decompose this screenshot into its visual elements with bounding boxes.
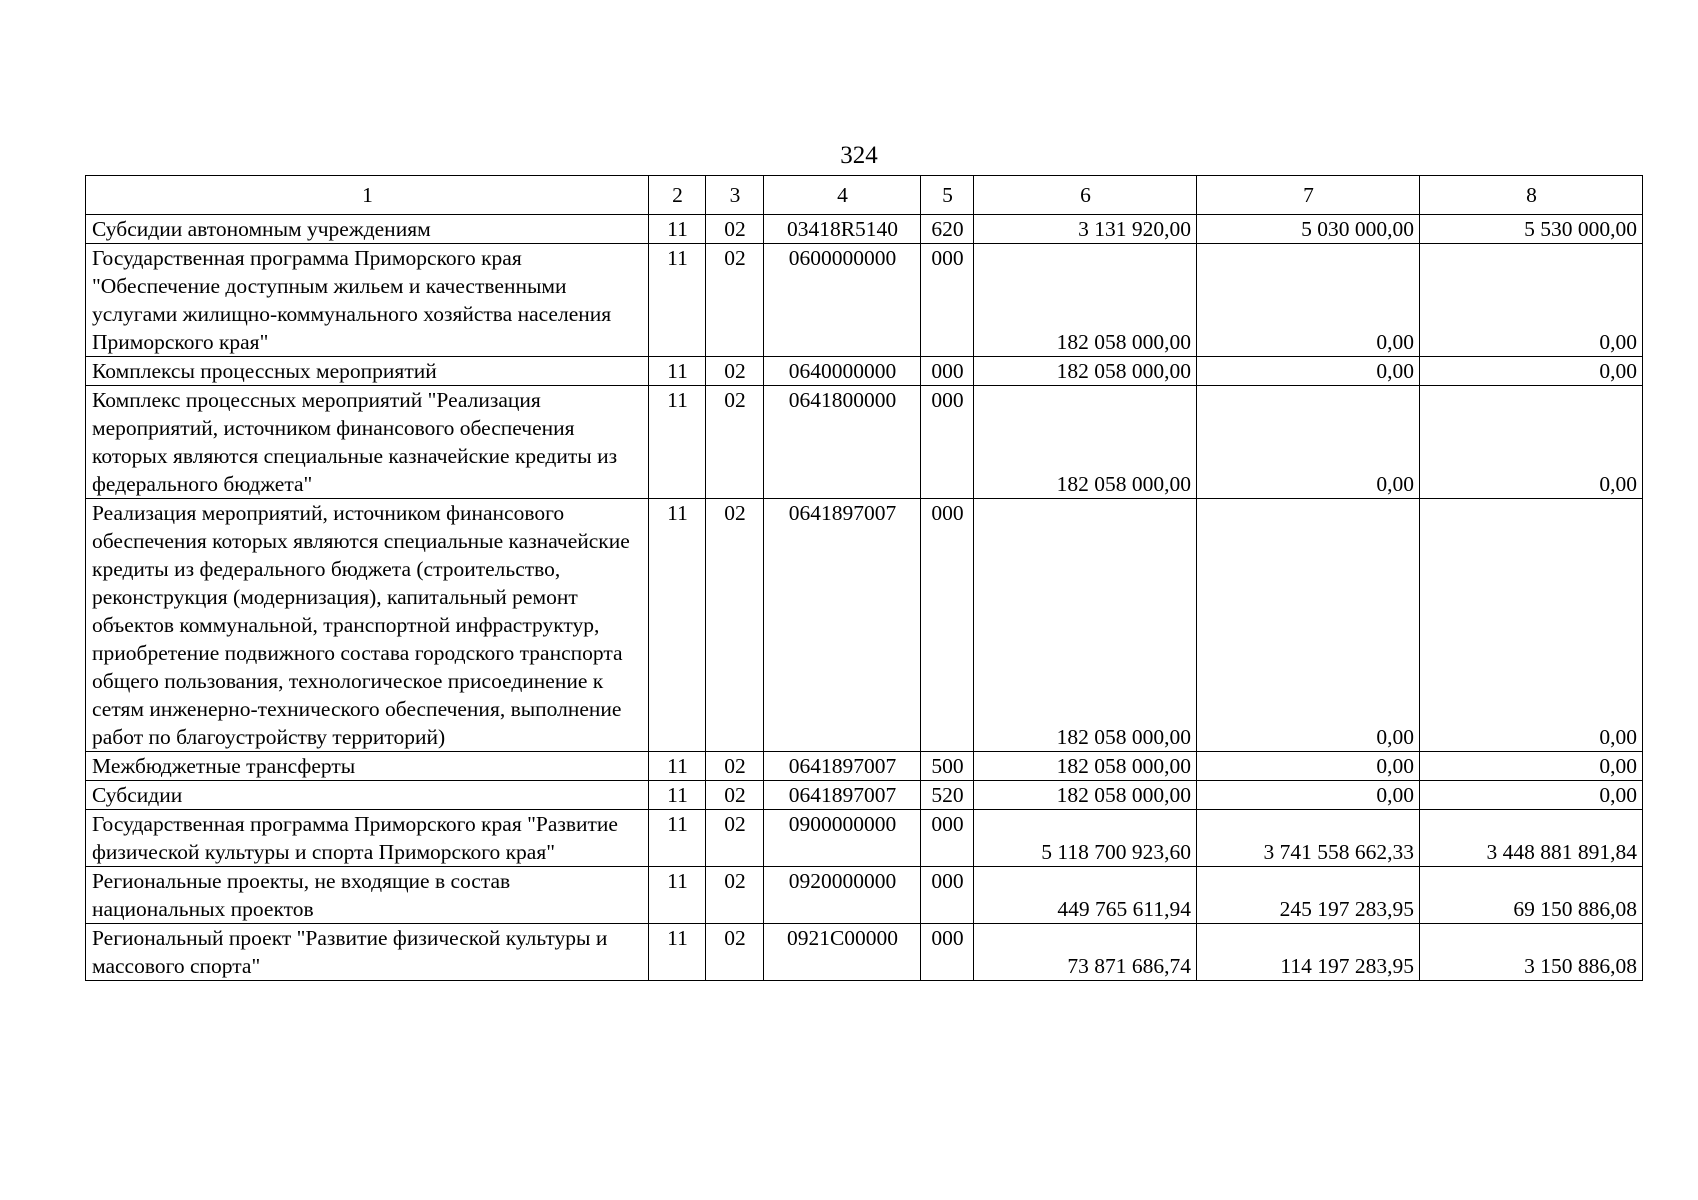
amount-col7: 245 197 283,95 (1197, 867, 1420, 924)
amount-col8: 69 150 886,08 (1420, 867, 1643, 924)
row-name: Государственная программа Приморского края "Обеспечение доступным жильем и качественными услугами жилищно-коммунального хозяйства населения Приморского края" (86, 244, 649, 357)
row-name: Реализация мероприятий, источником финансового обеспечения которых являются специальные казначейские кредиты из федерального бюджета (строительство, реконструкция (модернизация), капитальный ремонт объектов коммунальной, транспортной инфраструктур, приобретение подвижного состава городского транспорта общего пользования, технологическое присоединение к сетям инженерно-технического обеспечения, выполнение работ по благоустройству территорий) (86, 499, 649, 752)
expense-type-code: 000 (921, 867, 974, 924)
subsection-code: 02 (706, 244, 764, 357)
amount-col7: 3 741 558 662,33 (1197, 810, 1420, 867)
header-cell: 4 (764, 176, 921, 215)
expense-type-code: 000 (921, 924, 974, 981)
table-row (86, 810, 1643, 867)
amount-col8: 0,00 (1420, 781, 1643, 810)
row-name: Субсидии автономным учреждениям (86, 215, 649, 244)
expense-type-code: 000 (921, 244, 974, 357)
subsection-code: 02 (706, 752, 764, 781)
header-cell: 8 (1420, 176, 1643, 215)
expense-type-code: 000 (921, 810, 974, 867)
amount-col7: 5 030 000,00 (1197, 215, 1420, 244)
target-article-code: 0641897007 (764, 499, 921, 752)
expense-type-code: 000 (921, 499, 974, 752)
amount-col6: 182 058 000,00 (974, 386, 1197, 499)
header-cell: 1 (86, 176, 649, 215)
expense-type-code: 620 (921, 215, 974, 244)
target-article-code: 0920000000 (764, 867, 921, 924)
amount-col8: 0,00 (1420, 752, 1643, 781)
table-row (86, 244, 1643, 357)
amount-col6: 182 058 000,00 (974, 781, 1197, 810)
table-row (86, 499, 1643, 752)
amount-col7: 0,00 (1197, 752, 1420, 781)
table-row (86, 867, 1643, 924)
row-name: Межбюджетные трансферты (86, 752, 649, 781)
section-code: 11 (649, 499, 706, 752)
target-article-code: 0600000000 (764, 244, 921, 357)
target-article-code: 0640000000 (764, 357, 921, 386)
row-name: Региональные проекты, не входящие в состав национальных проектов (86, 867, 649, 924)
amount-col6: 5 118 700 923,60 (974, 810, 1197, 867)
target-article-code: 0900000000 (764, 810, 921, 867)
subsection-code: 02 (706, 924, 764, 981)
amount-col7: 0,00 (1197, 357, 1420, 386)
amount-col8: 0,00 (1420, 386, 1643, 499)
expense-type-code: 520 (921, 781, 974, 810)
amount-col8: 5 530 000,00 (1420, 215, 1643, 244)
amount-col6: 182 058 000,00 (974, 244, 1197, 357)
target-article-code: 03418R5140 (764, 215, 921, 244)
amount-col8: 0,00 (1420, 499, 1643, 752)
table-row (86, 386, 1643, 499)
section-code: 11 (649, 244, 706, 357)
amount-col6: 182 058 000,00 (974, 499, 1197, 752)
table-row (86, 215, 1643, 244)
header-cell: 6 (974, 176, 1197, 215)
subsection-code: 02 (706, 215, 764, 244)
section-code: 11 (649, 924, 706, 981)
subsection-code: 02 (706, 499, 764, 752)
subsection-code: 02 (706, 810, 764, 867)
table-row (86, 752, 1643, 781)
section-code: 11 (649, 752, 706, 781)
table-row (86, 357, 1643, 386)
section-code: 11 (649, 215, 706, 244)
subsection-code: 02 (706, 781, 764, 810)
header-cell: 7 (1197, 176, 1420, 215)
table-header-row (86, 176, 1643, 215)
row-name: Комплексы процессных мероприятий (86, 357, 649, 386)
amount-col7: 0,00 (1197, 781, 1420, 810)
subsection-code: 02 (706, 386, 764, 499)
expense-type-code: 000 (921, 386, 974, 499)
row-name: Комплекс процессных мероприятий "Реализация мероприятий, источником финансового обеспечения которых являются специальные казначейские кредиты из федерального бюджета" (86, 386, 649, 499)
target-article-code: 0641897007 (764, 781, 921, 810)
section-code: 11 (649, 386, 706, 499)
amount-col6: 182 058 000,00 (974, 752, 1197, 781)
target-article-code: 0641897007 (764, 752, 921, 781)
header-cell: 3 (706, 176, 764, 215)
target-article-code: 0641800000 (764, 386, 921, 499)
amount-col8: 0,00 (1420, 244, 1643, 357)
row-name: Государственная программа Приморского края "Развитие физической культуры и спорта Приморского края" (86, 810, 649, 867)
amount-col8: 0,00 (1420, 357, 1643, 386)
page-number: 324 (840, 142, 878, 169)
budget-table (85, 175, 1643, 981)
section-code: 11 (649, 810, 706, 867)
amount-col6: 73 871 686,74 (974, 924, 1197, 981)
amount-col6: 3 131 920,00 (974, 215, 1197, 244)
target-article-code: 0921С00000 (764, 924, 921, 981)
row-name: Субсидии (86, 781, 649, 810)
section-code: 11 (649, 867, 706, 924)
row-name: Региональный проект "Развитие физической культуры и массового спорта" (86, 924, 649, 981)
section-code: 11 (649, 781, 706, 810)
header-cell: 2 (649, 176, 706, 215)
amount-col7: 0,00 (1197, 386, 1420, 499)
amount-col8: 3 150 886,08 (1420, 924, 1643, 981)
header-cell: 5 (921, 176, 974, 215)
amount-col7: 0,00 (1197, 244, 1420, 357)
amount-col8: 3 448 881 891,84 (1420, 810, 1643, 867)
amount-col7: 114 197 283,95 (1197, 924, 1420, 981)
subsection-code: 02 (706, 867, 764, 924)
amount-col6: 182 058 000,00 (974, 357, 1197, 386)
amount-col6: 449 765 611,94 (974, 867, 1197, 924)
table-row (86, 781, 1643, 810)
table-row (86, 924, 1643, 981)
expense-type-code: 000 (921, 357, 974, 386)
amount-col7: 0,00 (1197, 499, 1420, 752)
expense-type-code: 500 (921, 752, 974, 781)
subsection-code: 02 (706, 357, 764, 386)
section-code: 11 (649, 357, 706, 386)
